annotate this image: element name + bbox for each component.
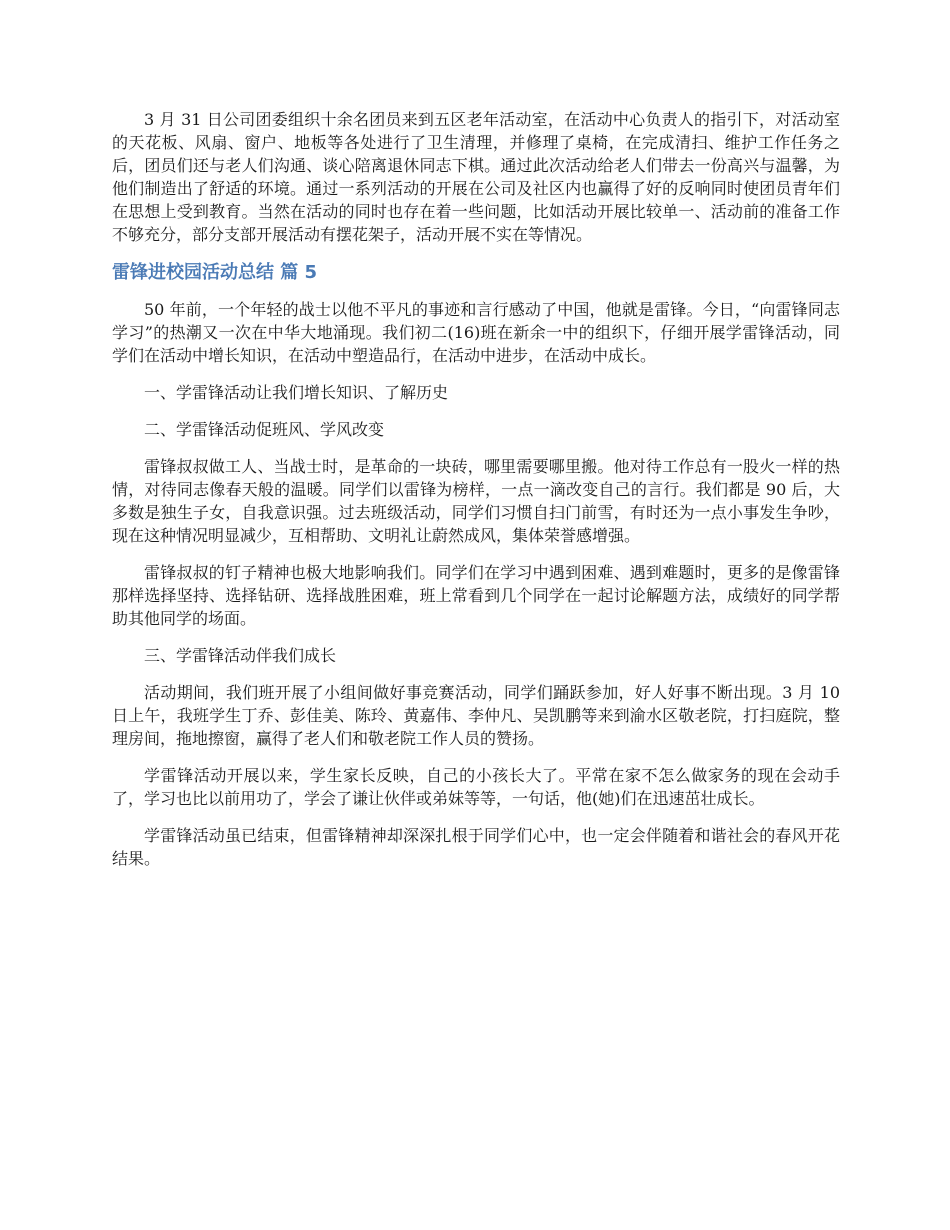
paragraph-nail-spirit: 雷锋叔叔的钉子精神也极大地影响我们。同学们在学习中遇到困难、遇到难题时，更多的是像雷锋那样选择坚持、选择钻研、选择战胜困难，班上常看到几个同学在一起讨论解题方法，成绩好的同学帮助其他同学的场面。 [112, 563, 840, 628]
paragraph-intro-leifeng: 50 年前，一个年轻的战士以他不平凡的事迹和言行感动了中国，他就是雷锋。今日，“向雷锋同志学习”的热潮又一次在中华大地涌现。我们初二(16)班在新余一中的组织下，仔细开展学雷锋活动，同学们在活动中增长知识，在活动中塑造品行，在活动中进步，在活动中成长。 [112, 300, 840, 365]
point-heading-1: 一、学雷锋活动让我们增长知识、了解历史 [144, 383, 449, 402]
intro-paragraph: 3 月 31 日公司团委组织十余名团员来到五区老年活动室，在活动中心负责人的指引下，对活动室的天花板、风扇、窗户、地板等各处进行了卫生清理，并修理了桌椅，在完成清扫、维护工作任务之后，团员们还与老人们沟通、谈心陪离退休同志下棋。通过此次活动给老人们带去一份高兴与温馨，为他们制造出了舒适的环境。通过一系列活动的开展在公司及社区内也赢得了好的反响同时使团员青年们在思想上受到教育。当然在活动的同时也存在着一些问题，比如活动开展比较单一、活动前的准备工作不够充分，部分支部开展活动有摆花架子，活动开展不实在等情况。 [112, 110, 840, 244]
paragraph-activities: 活动期间，我们班开展了小组间做好事竞赛活动，同学们踊跃参加，好人好事不断出现。3 月 10 日上午，我班学生丁乔、彭佳美、陈玲、黄嘉伟、李仲凡、吴凯鹏等来到渝水区敬老院，打扫庭院，整理房间，拖地擦窗，赢得了老人们和敬老院工作人员的赞扬。 [112, 683, 840, 748]
point-heading-2: 二、学雷锋活动促班风、学风改变 [144, 420, 385, 439]
paragraph-conclusion: 学雷锋活动虽已结束，但雷锋精神却深深扎根于同学们心中，也一定会伴随着和谐社会的春风开花结果。 [112, 826, 840, 868]
paragraph-parents-feedback: 学雷锋活动开展以来，学生家长反映，自己的小孩长大了。平常在家不怎么做家务的现在会动手了，学习也比以前用功了，学会了谦让伙伴或弟妹等等，一句话，他(她)们在迅速茁壮成长。 [112, 766, 840, 808]
section-heading: 雷锋进校园活动总结 篇 5 [112, 262, 318, 283]
paragraph-class-change: 雷锋叔叔做工人、当战士时，是革命的一块砖，哪里需要哪里搬。他对待工作总有一股火一样的热情，对待同志像春天般的温暖。同学们以雷锋为榜样，一点一滴改变自己的言行。我们都是 90 后，大多数是独生子女，自我意识强。过去班级活动，同学们习惯自扫门前雪，有时还为一点小事发生争吵，现在这种情况明显减少，互相帮助、文明礼让蔚然成风，集体荣誉感增强。 [112, 457, 840, 545]
point-heading-3: 三、学雷锋活动伴我们成长 [144, 646, 337, 665]
document-page [112, 108, 840, 884]
